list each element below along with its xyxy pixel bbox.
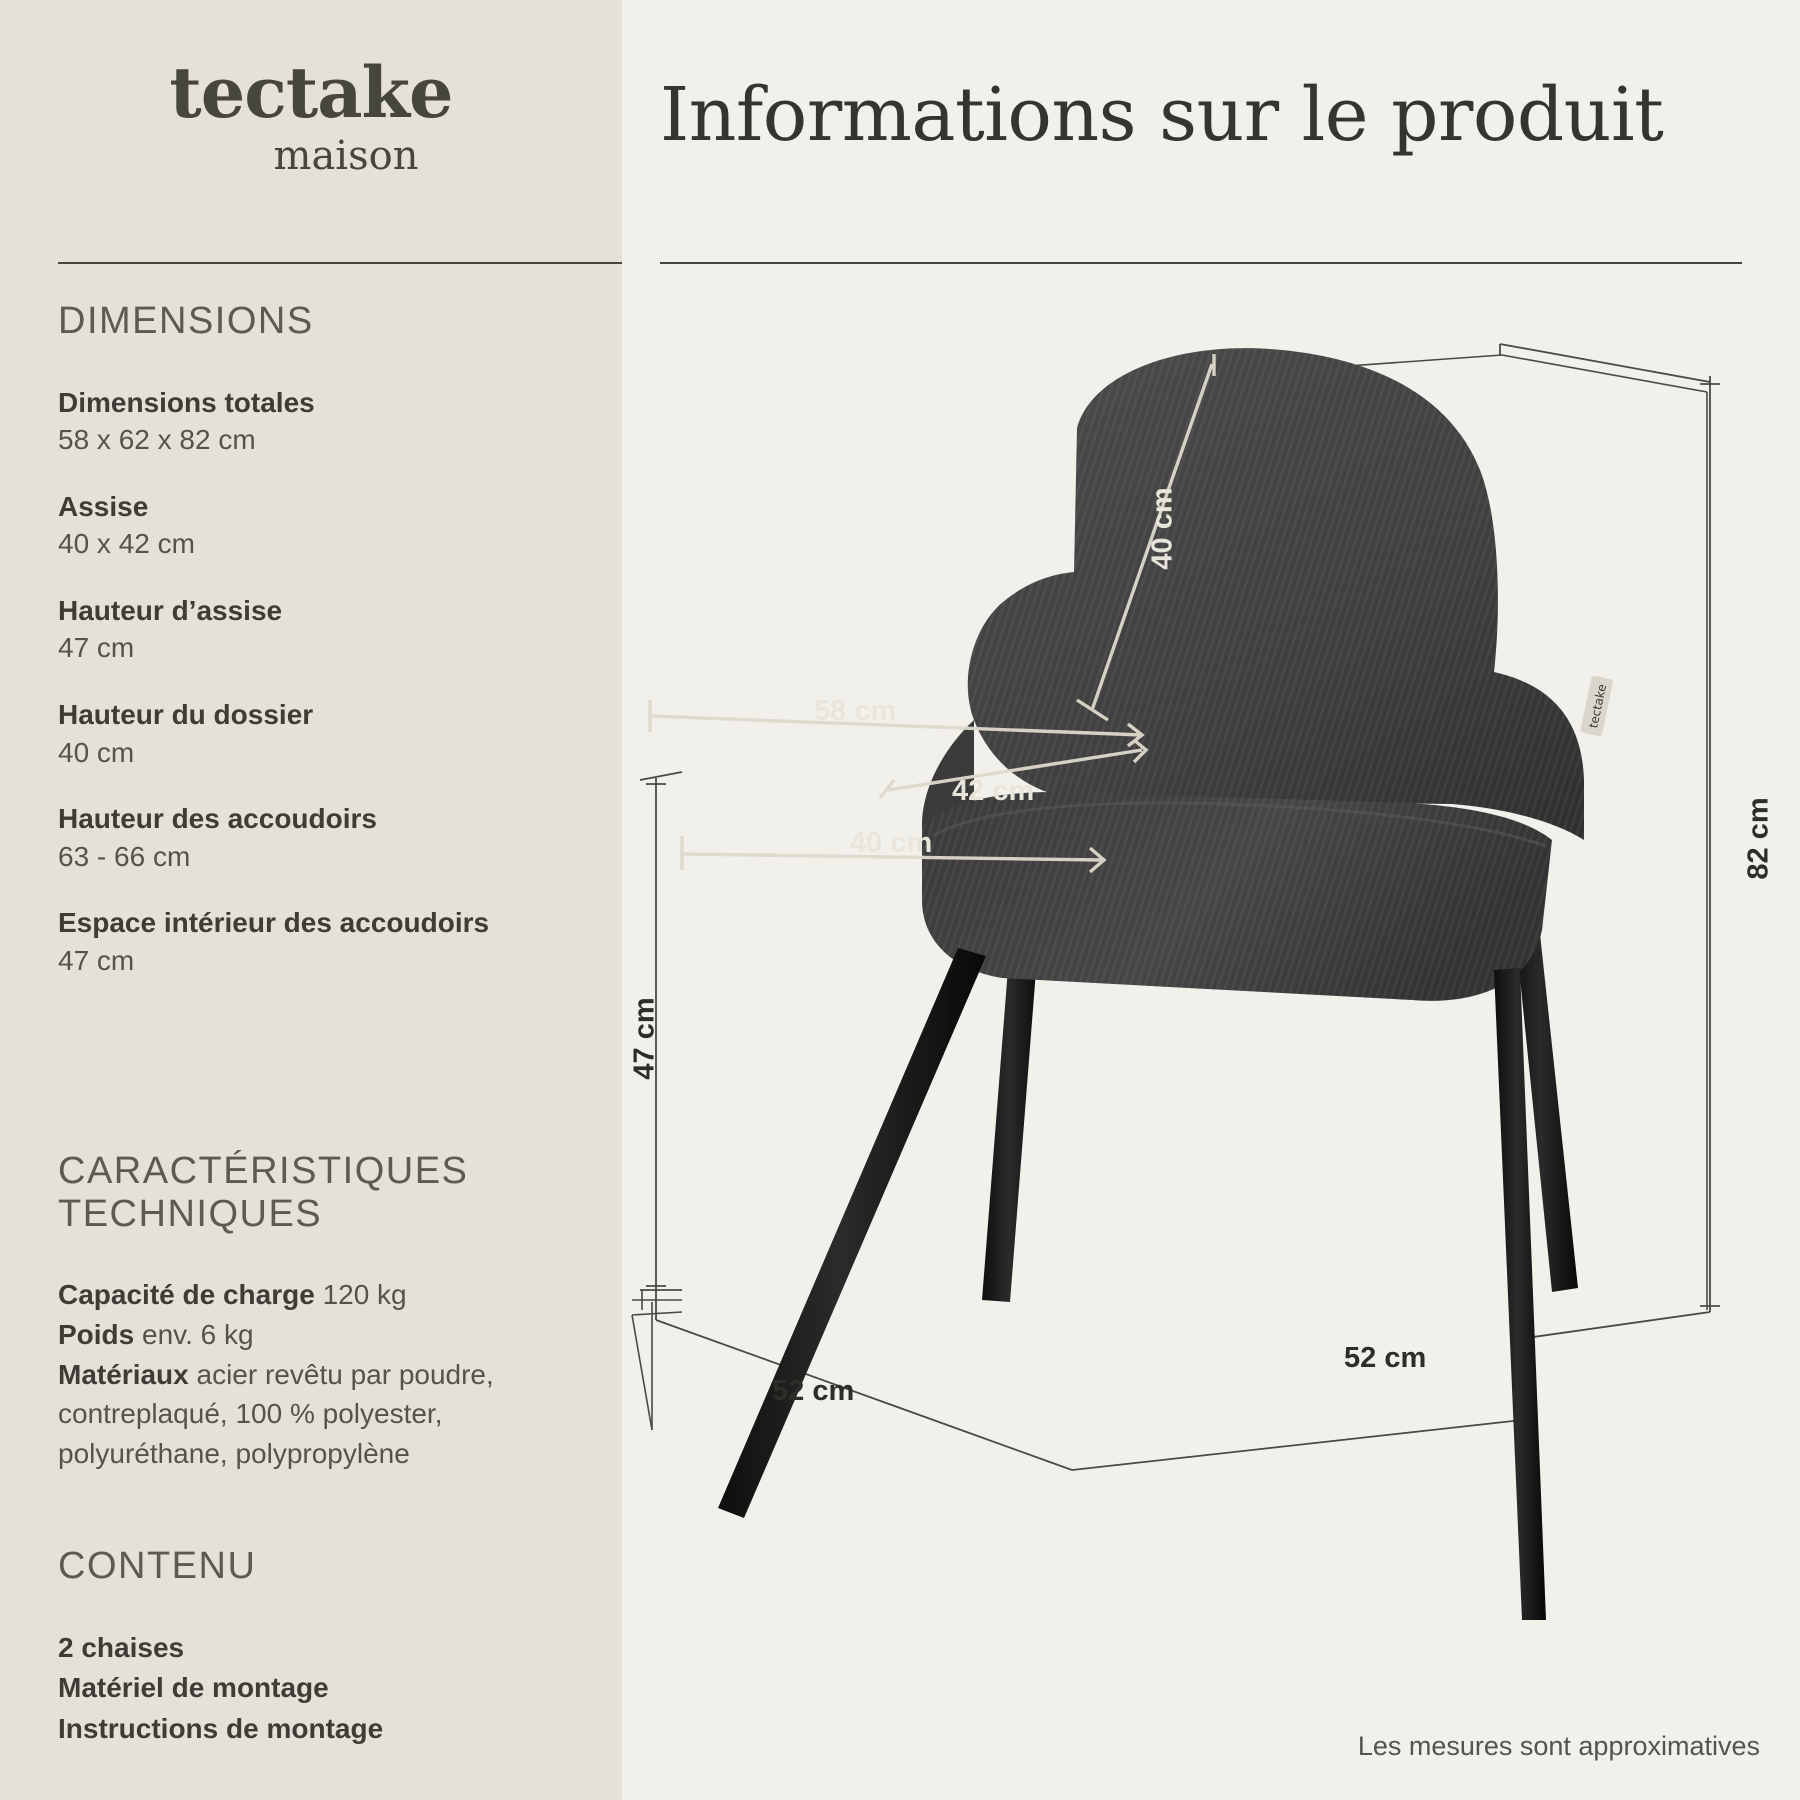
spec-value: 63 - 66 cm bbox=[58, 840, 191, 872]
list-item: Instructions de montage bbox=[58, 1712, 384, 1744]
dim-backrest-height: 40 cm bbox=[1146, 487, 1179, 570]
tech-weight bbox=[58, 1315, 603, 1355]
sidebar-divider bbox=[58, 262, 622, 264]
tech-capacity-value: 120 kg bbox=[322, 1279, 407, 1311]
contents-section bbox=[58, 1545, 603, 1749]
brand-logo bbox=[0, 51, 622, 179]
page-title: Informations sur le produit bbox=[660, 72, 1664, 158]
tech-weight-value: env. 6 kg bbox=[142, 1318, 254, 1350]
spec-armrest-inner-space bbox=[58, 905, 598, 979]
tech-weight-label: Poids bbox=[58, 1318, 135, 1350]
footnote: Les mesures sont approximatives bbox=[1357, 1731, 1760, 1761]
dim-seat-height: 47 cm bbox=[628, 997, 661, 1080]
tech-materials bbox=[58, 1355, 603, 1474]
svg-text:tectake: tectake bbox=[1586, 682, 1610, 730]
dim-seat-width: 40 cm bbox=[850, 827, 933, 859]
tech-materials-label: Matériaux bbox=[58, 1358, 189, 1390]
dim-seat-depth: 42 cm bbox=[952, 775, 1035, 807]
product-illustration bbox=[622, 280, 1800, 1740]
spec-label: Dimensions totales bbox=[58, 386, 315, 418]
dimensions-heading: DIMENSIONS bbox=[58, 300, 314, 342]
brand-name: tectake bbox=[169, 51, 453, 134]
dim-total-width: 58 cm bbox=[814, 695, 897, 727]
spec-label: Hauteur d’assise bbox=[58, 594, 283, 626]
tech-capacity bbox=[58, 1275, 603, 1315]
spec-backrest-height bbox=[58, 697, 598, 771]
dim-total-height: 82 cm bbox=[1742, 797, 1775, 880]
sidebar bbox=[0, 0, 622, 1800]
spec-value: 40 cm bbox=[58, 736, 135, 768]
list-item: 2 chaises bbox=[58, 1631, 185, 1663]
spec-seat-height bbox=[58, 593, 598, 667]
spec-label: Hauteur du dossier bbox=[58, 699, 314, 731]
tech-materials-value: acier revêtu par poudre, contreplaqué, 100 % polyester, polyuréthane, polypropylène bbox=[58, 1358, 494, 1470]
spec-label: Assise bbox=[58, 490, 149, 522]
spec-value: 40 x 42 cm bbox=[58, 528, 195, 560]
technical-section bbox=[58, 1150, 603, 1474]
spec-value: 47 cm bbox=[58, 632, 135, 664]
spec-value: 58 x 62 x 82 cm bbox=[58, 423, 256, 455]
header-divider bbox=[660, 262, 1742, 264]
contents-heading: CONTENU bbox=[58, 1545, 257, 1587]
spec-label: Espace intérieur des accoudoirs bbox=[58, 907, 490, 939]
spec-seat bbox=[58, 489, 598, 563]
brand-subtitle: maison bbox=[273, 133, 419, 179]
spec-label: Hauteur des accoudoirs bbox=[58, 803, 377, 835]
technical-heading: CARACTÉRISTIQUES TECHNIQUES bbox=[58, 1150, 469, 1235]
spec-armrest-height bbox=[58, 801, 598, 875]
dimensions-section bbox=[58, 300, 598, 980]
tech-capacity-label: Capacité de charge bbox=[58, 1279, 315, 1311]
dim-depth-left: 52 cm bbox=[772, 1375, 855, 1407]
spec-value: 47 cm bbox=[58, 944, 135, 976]
spec-total-dimensions bbox=[58, 385, 598, 459]
list-item: Matériel de montage bbox=[58, 1672, 329, 1704]
dim-depth-right: 52 cm bbox=[1344, 1342, 1427, 1374]
